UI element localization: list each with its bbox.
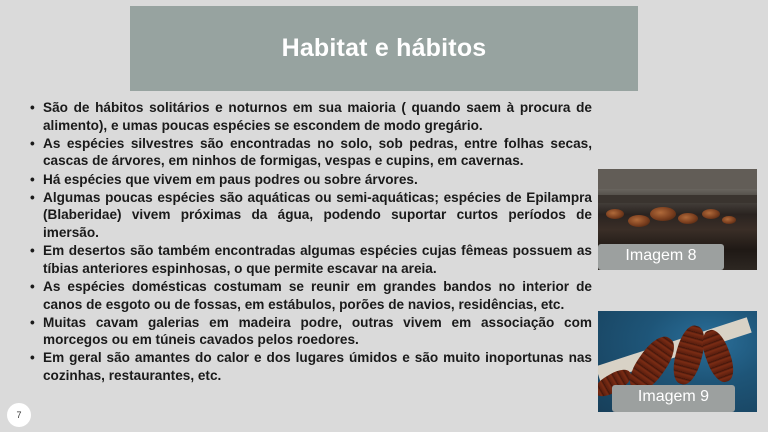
cockroach	[628, 215, 650, 227]
page-number: 7	[7, 403, 31, 427]
bullet-item: • Muitas cavam galerias em madeira podre, outras vivem em associação com morcegos ou em túneis cavados pelos roedores.	[30, 314, 592, 349]
cockroach	[678, 213, 698, 224]
image-8-label: Imagem 8	[598, 244, 724, 270]
bullet-item: • As espécies silvestres são encontradas no solo, sob pedras, entre folhas secas, cascas de árvores, em ninhos de formigas, vespas e cupins, em cavernas.	[30, 135, 592, 170]
cockroach	[702, 209, 720, 219]
wood-crack	[598, 195, 757, 203]
bullet-item: • As espécies domésticas costumam se reunir em grandes bandos no interior de canos de esgoto ou de fossas, em estábulos, porões de navios, residências, etc.	[30, 278, 592, 313]
cockroach	[650, 207, 676, 221]
bullet-list	[30, 99, 592, 385]
wood-surface	[598, 169, 757, 189]
cockroach	[669, 323, 710, 388]
bullet-item: • Algumas poucas espécies são aquáticas ou semi-aquáticas; espécies de Epilampra (Blaberidae) vivem próximas da água, podendo suportar curtos períodos de imersão.	[30, 189, 592, 242]
bullet-item: • Há espécies que vivem em paus podres ou sobre árvores.	[30, 171, 592, 189]
image-9-label: Imagem 9	[612, 385, 735, 412]
title-box	[130, 6, 638, 91]
slide-title: Habitat e hábitos	[281, 34, 487, 62]
cockroach	[606, 209, 624, 219]
bullet-item: • São de hábitos solitários e noturnos em sua maioria ( quando saem à procura de alimento), e umas poucas espécies se escondem de modo gregário.	[30, 99, 592, 134]
bullet-item: • Em geral são amantes do calor e dos lugares úmidos e são muito inoportunas nas cozinhas, restaurantes, etc.	[30, 349, 592, 384]
bullet-item: • Em desertos são também encontradas algumas espécies cujas fêmeas possuem as tíbias anteriores espinhosas, o que permite escavar na areia.	[30, 242, 592, 277]
cockroach	[722, 216, 736, 224]
